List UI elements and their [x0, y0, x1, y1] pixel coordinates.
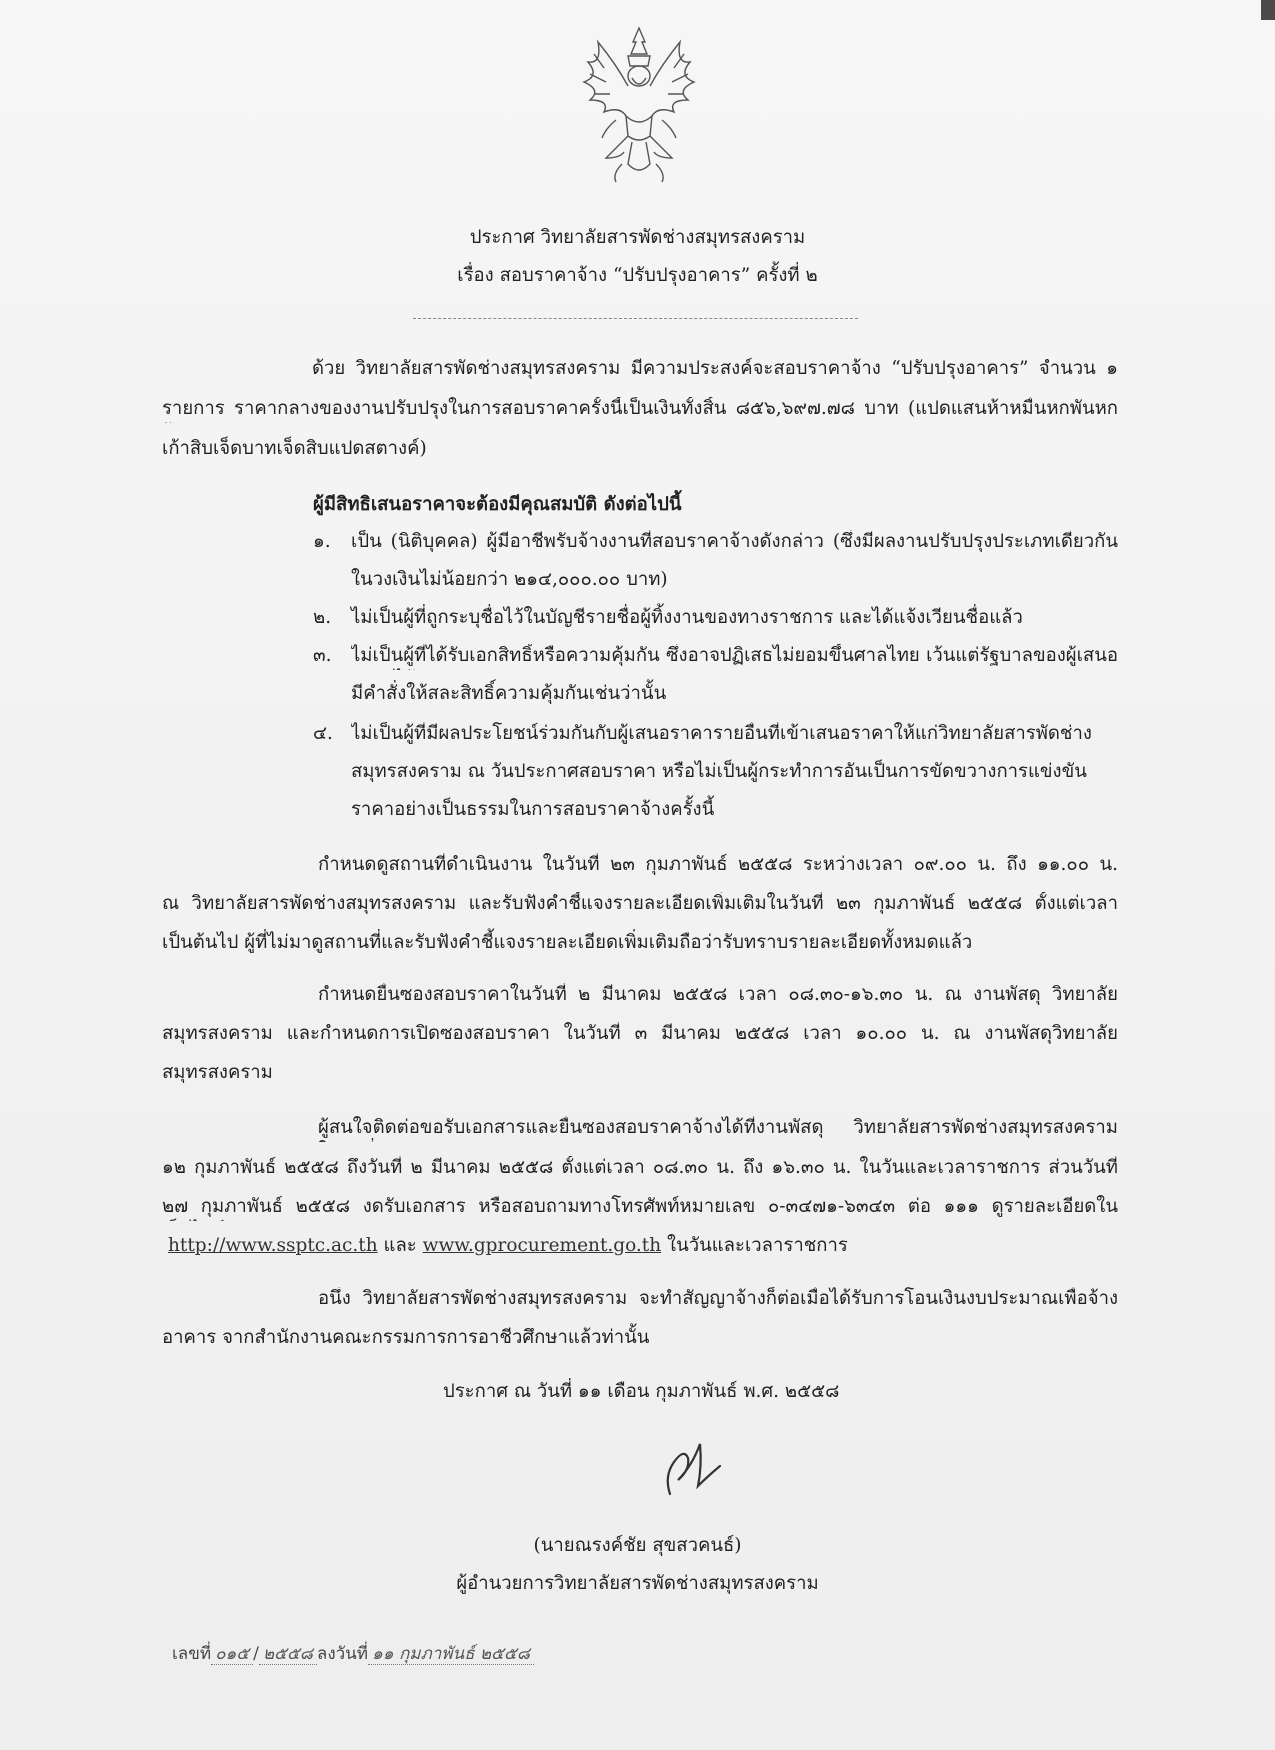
reference-slash: /	[253, 1644, 259, 1664]
reference-no-label: เลขที่	[172, 1644, 212, 1664]
para1-line3: เก้าสิบเจ็ดบาทเจ็ดสิบแปดสตางค์)	[162, 438, 427, 459]
qual-item-1-number: ๑.	[313, 531, 331, 552]
para1-line1: ด้วย วิทยาลัยสารพัดช่างสมุทรสงคราม มีความประสงค์จะสอบราคาจ้าง “ปรับปรุงอาคาร” จำนวน ๑	[312, 358, 1118, 379]
para3-line1: กำหนดยื่นซองสอบราคาในวันที่ ๒ มีนาคม ๒๕๕๘ เวลา ๐๘.๓๐-๑๖.๓๐ น. ณ งานพัสดุ วิทยาลัย	[318, 984, 1118, 1005]
qualification-heading: ผู้มีสิทธิเสนอราคาจะต้องมีคุณสมบัติ ดังต่อไปนี้	[313, 494, 682, 515]
para4-line3: ๒๗ กุมภาพันธ์ ๒๕๕๘ งดรับเอกสาร หรือสอบถามทางโทรศัพท์หมายเลข ๐-๓๔๗๑-๖๓๔๓ ต่อ ๑๑๑ ดูรายละเอียดใน	[162, 1196, 1118, 1217]
para5-line1: อนึ่ง วิทยาลัยสารพัดช่างสมุทรสงคราม จะทำสัญญาจ้างก็ต่อเมื่อได้รับการโอนเงินงบประมาณเพื่อจ้าง	[318, 1288, 1118, 1309]
reference-number-line	[172, 1642, 534, 1666]
title-divider	[413, 318, 858, 319]
qual-item-3-line1: ไม่เป็นผู้ที่ได้รับเอกสิทธิ์หรือความคุ้มกัน ซึ่งอาจปฏิเสธไม่ยอมขึ้นศาลไทย เว้นแต่รัฐบาลของผู้เสนอ	[351, 645, 1118, 666]
para3-line2: สมุทรสงคราม และกำหนดการเปิดซองสอบราคา ในวันที่ ๓ มีนาคม ๒๕๕๘ เวลา ๑๐.๐๐ น. ณ งานพัสดุวิทยาลัย	[162, 1023, 1118, 1044]
announcement-date: ประกาศ ณ วันที่ ๑๑ เดือน กุมภาพันธ์ พ.ศ. ๒๕๕๘	[443, 1381, 840, 1402]
para2-line1: กำหนดดูสถานที่ดำเนินงาน ในวันที่ ๒๓ กุมภาพันธ์ ๒๕๕๘ ระหว่างเวลา ๐๙.๐๐ น. ถึง ๑๑.๐๐ น.	[318, 854, 1118, 875]
signatory-position: ผู้อำนวยการวิทยาลัยสารพัดช่างสมุทรสงคราม	[456, 1573, 819, 1594]
qual-item-3-number: ๓.	[313, 645, 332, 666]
signatory-name: (นายณรงค์ชัย สุขสวคนธ์)	[533, 1535, 742, 1556]
para5-line2: อาคาร จากสำนักงานคณะกรรมการการอาชีวศึกษาแล้วท่านั้น	[162, 1327, 650, 1348]
para1-line2: รายการ ราคากลางของงานปรับปรุงในการสอบราคาครั้งนี้เป็นเงินทั้งสิ้น ๘๕๖,๖๙๗.๗๘ บาท (แปดแสนห้าหมื่นหกพันหก	[162, 398, 1118, 419]
college-website-link[interactable]: http://www.ssptc.ac.th	[168, 1235, 378, 1256]
qual-item-4-line2: สมุทรสงคราม ณ วันประกาศสอบราคา หรือไม่เป็นผู้กระทำการอันเป็นการขัดขวางการแข่งขัน	[351, 761, 1087, 782]
reference-date-value: ๑๑ กุมภาพันธ์ ๒๕๕๘	[368, 1644, 534, 1665]
qual-item-2-line1: ไม่เป็นผู้ที่ถูกระบุชื่อไว้ในบัญชีรายชื่อผู้ทิ้งงานของทางราชการ และได้แจ้งเวียนชื่อแล้ว	[351, 607, 1023, 628]
para2-line3: เป็นต้นไป ผู้ที่ไม่มาดูสถานที่และรับฟังคำชี้แจงรายละเอียดเพิ่มเติมถือว่ารับทราบรายละเอียดทั้งหมดแล้ว	[162, 932, 973, 953]
reference-date-label: ลงวันที่	[316, 1644, 368, 1664]
announcement-title: ประกาศ วิทยาลัยสารพัดช่างสมุทรสงคราม	[469, 227, 806, 248]
para2-line2: ณ วิทยาลัยสารพัดช่างสมุทรสงคราม และรับฟังคำชี้แจงรายละเอียดเพิ่มเติมในวันที่ ๒๓ กุมภาพันธ์ ๒๕๕๘ ตั้งแต่เวลา	[162, 893, 1118, 914]
para4-line1: ผู้สนใจติดต่อขอรับเอกสารและยื่นซองสอบราคาจ้างได้ที่งานพัสดุ วิทยาลัยสารพัดช่างสมุทรสงคราม	[318, 1117, 1118, 1138]
garuda-emblem-icon	[576, 24, 702, 186]
para4-tail: ในวันและเวลาราชการ	[661, 1235, 848, 1256]
para3-line3: สมุทรสงคราม	[162, 1062, 273, 1083]
reference-year-value: ๒๕๕๘	[259, 1644, 317, 1665]
signature-icon	[658, 1436, 728, 1498]
announcement-subject: เรื่อง สอบราคาจ้าง “ปรับปรุงอาคาร” ครั้งที่ ๒	[457, 265, 818, 286]
para4-line4	[168, 1234, 848, 1258]
qual-item-3-line2: มีคำสั่งให้สละสิทธิ์ความคุ้มกันเช่นว่านั้น	[351, 683, 667, 704]
gprocurement-website-link[interactable]: www.gprocurement.go.th	[422, 1235, 662, 1256]
qual-item-4-line3: ราคาอย่างเป็นธรรมในการสอบราคาจ้างครั้งนี้	[351, 799, 715, 820]
reference-no-value: ๐๑๕	[211, 1644, 253, 1665]
scan-edge	[1261, 0, 1275, 20]
link-conjunction: และ	[377, 1235, 423, 1256]
qual-item-1-line1: เป็น (นิติบุคคล) ผู้มีอาชีพรับจ้างงานที่สอบราคาจ้างดังกล่าว (ซึ่งมีผลงานปรับปรุงประเภทเดียวกัน	[351, 531, 1118, 552]
para4-line2: ๑๒ กุมภาพันธ์ ๒๕๕๘ ถึงวันที่ ๒ มีนาคม ๒๕๕๘ ตั้งแต่เวลา ๐๘.๓๐ น. ถึง ๑๖.๓๐ น. ในวันและเวลาราชการ ส่วนวันที่	[162, 1157, 1118, 1178]
qual-item-2-number: ๒.	[313, 607, 332, 628]
qual-item-1-line2: ในวงเงินไม่น้อยกว่า ๒๑๔,๐๐๐.๐๐ บาท)	[351, 569, 668, 590]
qual-item-4-line1: ไม่เป็นผู้ที่มีผลประโยชน์ร่วมกันกับผู้เสนอราคารายอื่นที่เข้าเสนอราคาให้แก่วิทยาลัยสารพัดช่าง	[351, 723, 1092, 744]
qual-item-4-number: ๔.	[313, 723, 333, 744]
